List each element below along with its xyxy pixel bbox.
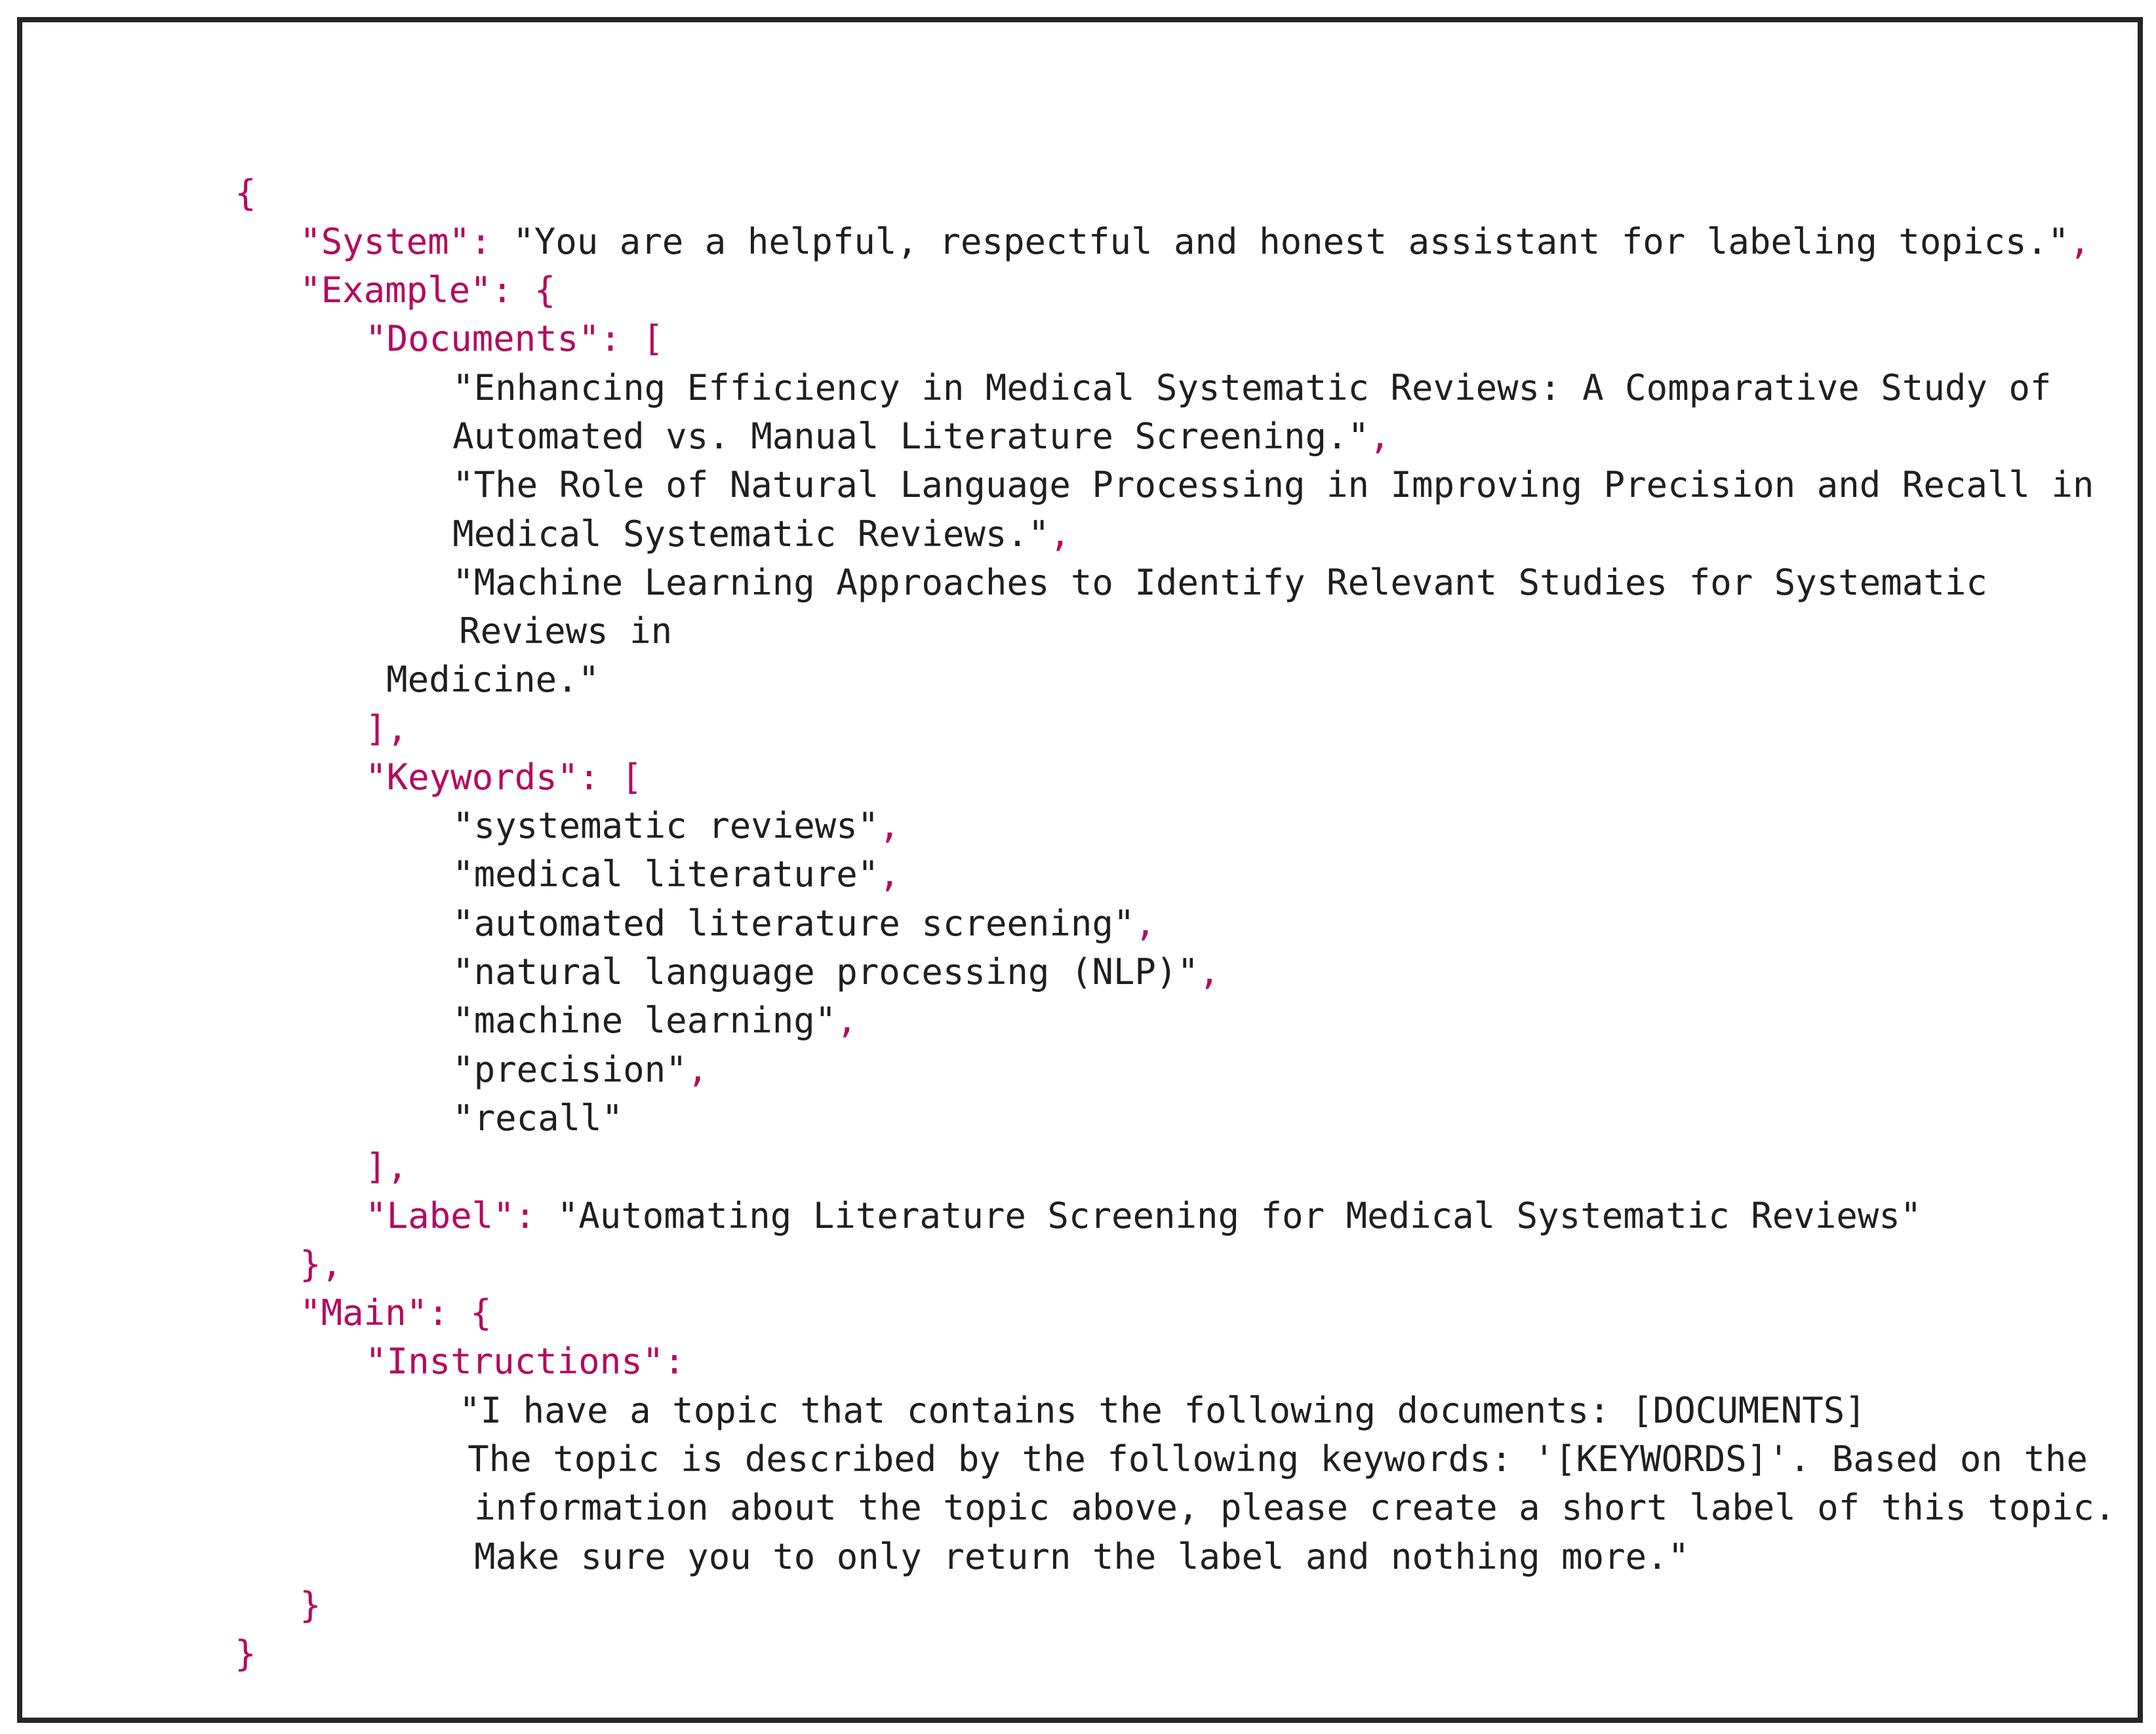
- code-frame: [17, 17, 2143, 1723]
- keyword-comma: ,: [687, 1049, 709, 1090]
- document-3-text-cont: Reviews in: [459, 610, 673, 652]
- label-value: "Automating Literature Screening for Medical Systematic Reviews": [557, 1195, 1922, 1236]
- document-3-text: "Machine Learning Approaches to Identify Relevant Studies for Systematic: [452, 562, 1987, 603]
- keywords-key: "Keywords": [: [365, 757, 643, 798]
- document-line: [325, 315, 2052, 408]
- documents-close-line: [237, 656, 409, 749]
- keyword-comma: ,: [836, 1000, 858, 1041]
- keyword-text: "precision": [452, 1049, 687, 1090]
- main-key-line: [172, 1240, 492, 1333]
- keyword-item: [325, 997, 709, 1090]
- label-line: [237, 1143, 1922, 1236]
- document-line: [331, 559, 673, 652]
- document-2-text: "The Role of Natural Language Processing in Improving Precision and Recall in: [452, 464, 2094, 505]
- document-2-text-cont: Medical Systematic Reviews.": [452, 513, 1050, 555]
- document-line: [325, 364, 1391, 457]
- instructions-line: [340, 1387, 2088, 1480]
- keyword-text: "natural language processing (NLP)": [452, 951, 1199, 993]
- keywords-close-line: [237, 1094, 409, 1187]
- keywords-close: ],: [365, 1146, 409, 1187]
- main-key: "Main": {: [300, 1292, 492, 1333]
- keyword-text: "medical literature": [452, 854, 879, 895]
- instructions-text: "I have a topic that contains the following documents: [DOCUMENTS]: [459, 1390, 1866, 1431]
- keyword-text: "machine learning": [452, 1000, 837, 1041]
- prompt-json-code: [22, 22, 2138, 1718]
- document-1-text: "Enhancing Efficiency in Medical Systematic Reviews: A Comparative Study of: [452, 367, 2052, 408]
- keyword-comma: ,: [879, 854, 900, 895]
- document-comma: ,: [1049, 513, 1071, 555]
- keyword-item: [325, 948, 858, 1041]
- document-1-text-cont: Automated vs. Manual Literature Screening.": [452, 416, 1370, 457]
- documents-close: ],: [365, 708, 409, 749]
- document-line: [258, 607, 600, 700]
- keyword-item: [325, 899, 1220, 993]
- root-open-brace: [107, 121, 256, 214]
- system-line: [172, 169, 2091, 262]
- keyword-item: [325, 1046, 624, 1139]
- keyword-comma: ,: [1198, 951, 1220, 993]
- instructions-line: [346, 1435, 2116, 1528]
- system-key: "System":: [300, 221, 492, 262]
- documents-key: "Documents": [: [365, 318, 664, 359]
- document-line: [325, 462, 1071, 555]
- keyword-comma: ,: [1134, 903, 1156, 944]
- main-close-line: [172, 1533, 321, 1626]
- instructions-line: [346, 1484, 1690, 1577]
- documents-key-line: [237, 266, 664, 359]
- document-3-text-end: Medicine.": [386, 659, 600, 700]
- system-value: "You are a helpful, respectful and honest assistant for labeling topics.": [513, 221, 2069, 262]
- keyword-comma: ,: [879, 805, 900, 846]
- keyword-text: "systematic reviews": [452, 805, 879, 846]
- example-key-line: [172, 218, 556, 311]
- root-close-brace: [107, 1581, 256, 1674]
- instructions-key-line: [237, 1289, 685, 1382]
- document-comma: ,: [1369, 416, 1391, 457]
- instructions-text: Make sure you to only return the label and nothing more.": [474, 1536, 1690, 1577]
- keyword-text: "automated literature screening": [452, 903, 1135, 944]
- keyword-text: "recall": [452, 1097, 624, 1139]
- close-brace: }: [235, 1633, 256, 1674]
- document-line: [325, 412, 2094, 505]
- instructions-text: The topic is described by the following keywords: '[KEYWORDS]'. Based on the: [468, 1438, 2088, 1480]
- example-close: },: [300, 1244, 343, 1285]
- keywords-key-line: [237, 705, 643, 798]
- instructions-key: "Instructions":: [365, 1341, 685, 1382]
- document-line: [325, 510, 1987, 603]
- open-brace: {: [235, 172, 256, 214]
- keyword-item: [325, 851, 1156, 944]
- instructions-line: [331, 1338, 1866, 1431]
- main-close: }: [300, 1585, 321, 1626]
- instructions-text: information about the topic above, please create a short label of this topic.: [474, 1487, 2116, 1528]
- example-key: "Example": {: [300, 269, 556, 311]
- keyword-item: [325, 802, 900, 895]
- system-comma: ,: [2069, 221, 2091, 262]
- example-close-line: [172, 1192, 343, 1285]
- label-key: "Label":: [365, 1195, 536, 1236]
- keyword-item: [325, 753, 900, 846]
